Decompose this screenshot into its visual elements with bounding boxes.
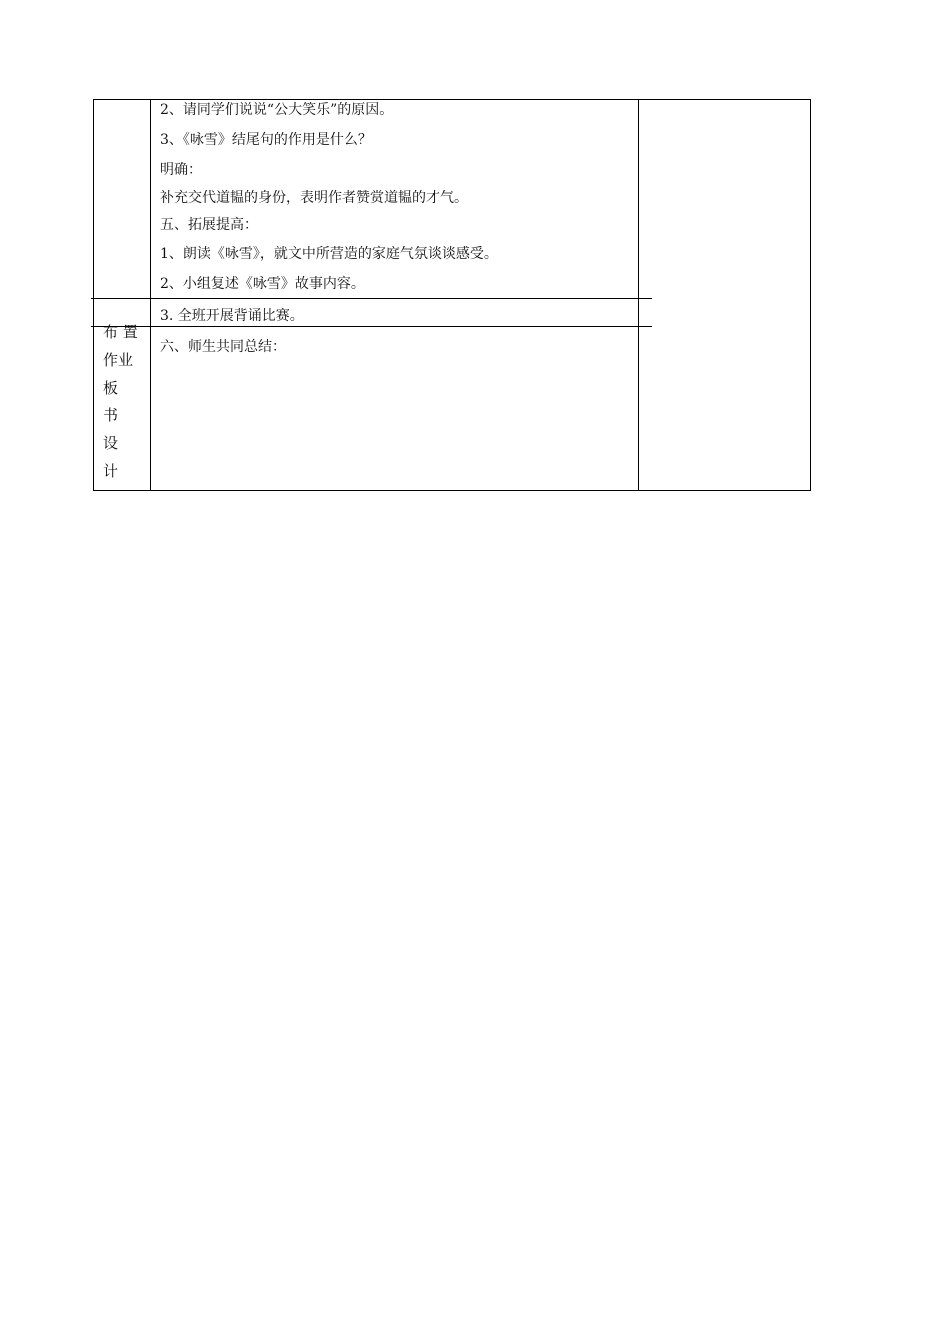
text-line: 六、师生共同总结： [160, 339, 286, 355]
row-divider-lower [91, 326, 652, 327]
text-line: 明确： [160, 162, 202, 178]
row-label-design-1: 设 [103, 434, 119, 452]
row-label-assignment-1: 布 置 [103, 323, 138, 341]
text-line: 3、《咏雪》结尾句的作用是什么？ [160, 132, 372, 148]
row-label-assignment-2: 作业 [103, 351, 134, 369]
text-line: 3. 全班开展背诵比赛。 [160, 308, 304, 324]
row-label-design-2: 计 [103, 462, 119, 480]
text-line: 五、拓展提高： [160, 217, 258, 233]
row-label-board-1: 板 [103, 379, 119, 397]
column-divider-left [150, 100, 151, 490]
text-line: 2、小组复述《咏雪》故事内容。 [160, 276, 365, 292]
text-line: 补充交代道韫的身份，表明作者赞赏道韫的才气。 [160, 190, 468, 206]
text-line: 2、请同学们说说“公大笑乐”的原因。 [160, 102, 394, 118]
text-line: 1、朗读《咏雪》，就文中所营造的家庭气氛谈谈感受。 [160, 246, 498, 262]
row-divider-upper [91, 298, 652, 299]
lesson-plan-table [93, 99, 811, 491]
row-label-board-2: 书 [103, 406, 119, 424]
column-divider-right [638, 100, 639, 490]
